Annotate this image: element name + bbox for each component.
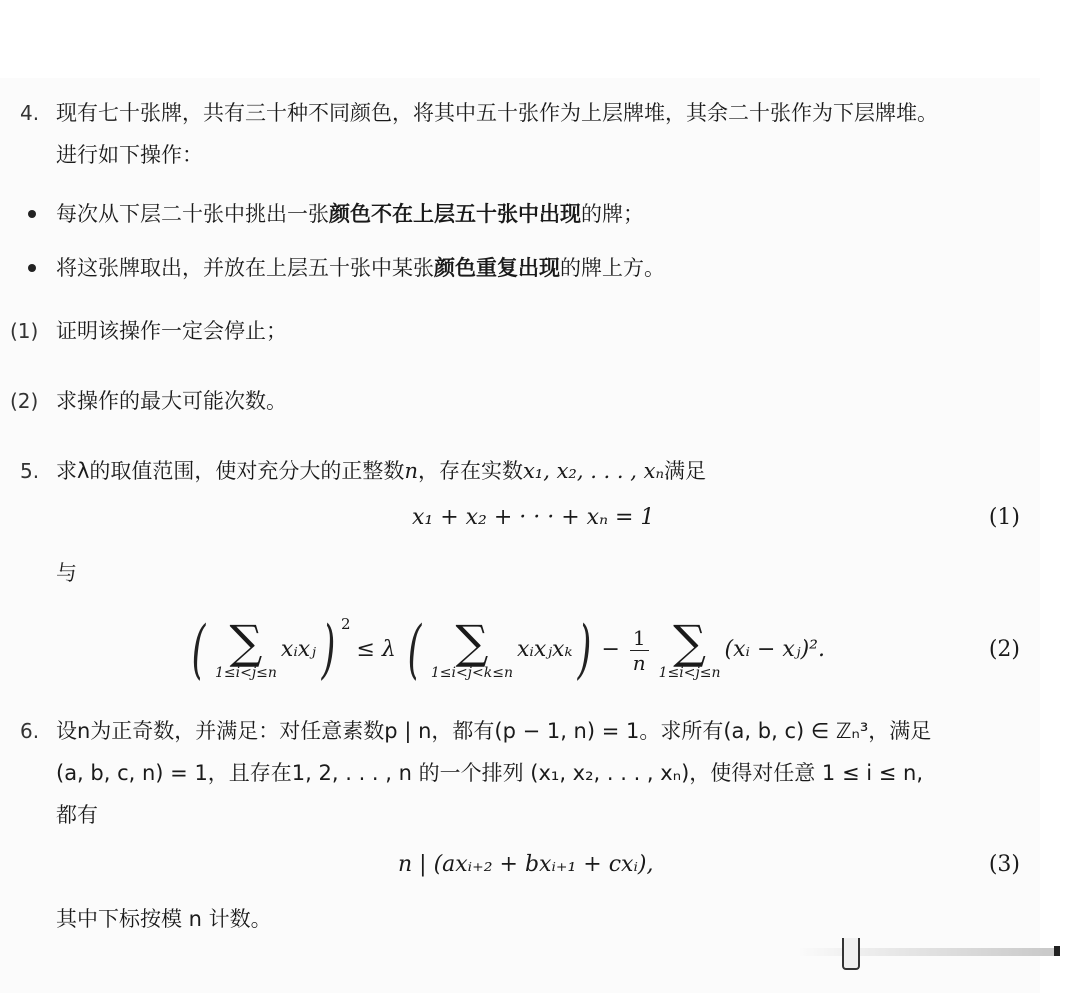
problem-6-footer: 其中下标按模 n 计数。 xyxy=(56,907,272,931)
problem-4-bullet-2 xyxy=(56,253,665,283)
intro-post: 满足 xyxy=(663,459,706,483)
problem-4-intro-line2: 进行如下操作： xyxy=(56,143,203,167)
part-2-label: (2) xyxy=(10,389,39,413)
minus: − xyxy=(601,637,620,662)
equation-1: x₁ + x₂ + · · · + xₙ = 1 xyxy=(412,505,655,530)
sum-2: ∑ 1≤i<j<k≤n xyxy=(430,615,513,681)
intro-n: n xyxy=(404,459,418,483)
bullet-1-post: 的牌； xyxy=(581,202,644,226)
sum-3-term: (xᵢ − xⱼ)². xyxy=(724,637,825,662)
right-paren: ) xyxy=(321,613,336,687)
bullet-2-post: 的牌上方。 xyxy=(560,256,665,280)
sum-2-term: xᵢxⱼxₖ xyxy=(516,637,573,662)
part-1-text: 证明该操作一定会停止； xyxy=(56,319,287,343)
equation-3-number: (3) xyxy=(988,852,1020,877)
bullet-2-pre: 将这张牌取出，并放在上层五十张中某张 xyxy=(56,256,434,280)
horizontal-scrollbar[interactable] xyxy=(800,938,1060,968)
right-paren: ) xyxy=(578,613,592,687)
equation-3: n | (axᵢ₊₂ + bxᵢ₊₁ + cxᵢ), xyxy=(398,852,654,877)
bullet-2-bold: 颜色重复出现 xyxy=(434,256,560,280)
part-1-label: (1) xyxy=(10,319,39,343)
equation-2-number: (2) xyxy=(988,637,1020,662)
left-paren: ( xyxy=(407,613,422,687)
intro-vars: x₁, x₂, . . . , xₙ xyxy=(522,459,664,483)
left-paren: ( xyxy=(191,613,206,687)
problem-4-intro-line1: 现有七十张牌，共有三十种不同颜色，将其中五十张作为上层牌堆，其余二十张作为下层牌堆。 xyxy=(56,101,938,125)
part-2-text: 求操作的最大可能次数。 xyxy=(56,389,287,413)
relation: ≤ λ xyxy=(356,637,396,662)
problem-4-number: 4. xyxy=(20,101,40,125)
bullet-icon xyxy=(28,210,36,218)
bullet-icon xyxy=(28,264,36,272)
problem-6-line1: 设n为正奇数，并满足：对任意素数p | n，都有(p − 1, n) = 1。求所有(a, b, c) ∈ ℤₙ³，满足 xyxy=(56,719,932,743)
intro-pre: 求λ的取值范围，使对充分大的正整数 xyxy=(56,459,405,483)
problem-6-number: 6. xyxy=(20,719,40,743)
connector-text: 与 xyxy=(56,561,77,585)
sum-1-term: xᵢxⱼ xyxy=(280,637,316,662)
fraction: $\frac{1}{n}$ xyxy=(630,626,649,675)
equation-2: ( ∑ 1≤i<j≤n xᵢxⱼ ) $^2$ ≤ λ ( ∑ 1≤i<j<k≤n xᵢxⱼxₖ ) − $\frac{1}{n}$ ∑ 1≤i<j≤n (xᵢ − xⱼ)². xyxy=(191,613,825,687)
problem-5-number: 5. xyxy=(20,459,40,483)
bullet-1-bold: 颜色不在上层五十张中出现 xyxy=(329,202,581,226)
problem-6-line3: 都有 xyxy=(56,803,98,827)
sum-1: ∑ 1≤i<j≤n xyxy=(214,615,277,681)
equation-1-number: (1) xyxy=(988,505,1020,530)
sum-3: ∑ 1≤i<j≤n xyxy=(658,615,721,681)
problem-5-intro xyxy=(56,456,706,486)
problem-6-line2: (a, b, c, n) = 1，且存在1, 2, . . . , n 的一个排列 (x₁, x₂, . . . , xₙ)，使得对任意 1 ≤ i ≤ n, xyxy=(56,761,924,785)
intro-mid: ，存在实数 xyxy=(417,459,523,483)
scrollbar-end-cap xyxy=(1054,946,1060,956)
bullet-1-pre: 每次从下层二十张中挑出一张 xyxy=(56,202,329,226)
scrollbar-thumb[interactable] xyxy=(842,938,860,970)
problem-4-bullet-1 xyxy=(56,199,644,229)
scrollbar-track[interactable] xyxy=(800,948,1056,956)
